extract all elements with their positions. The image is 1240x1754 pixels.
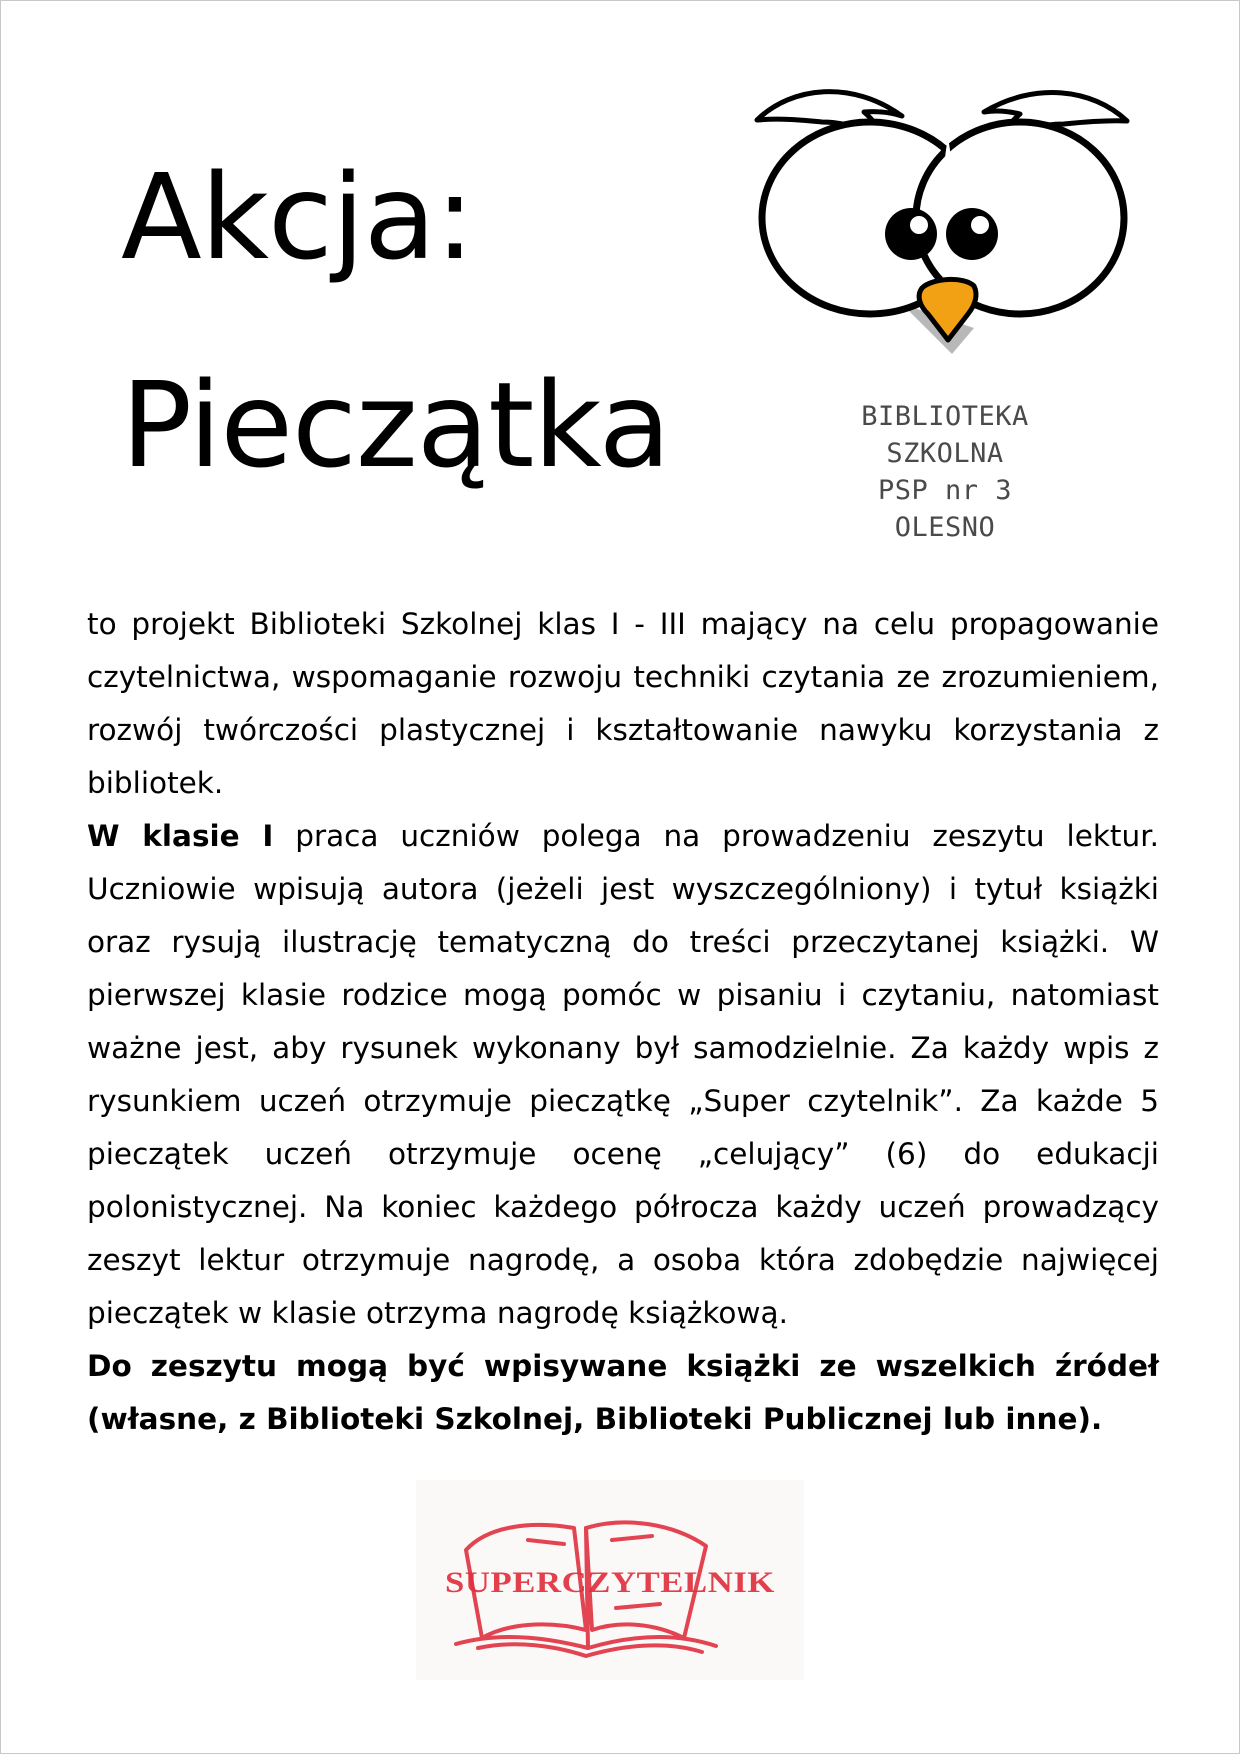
library-caption-line-3: PSP nr 3 xyxy=(877,475,1013,506)
note-text: Do zeszytu mogą być wpisywane książki ze wszelkich źródeł (własne, z Biblioteki Szkolnej, Biblioteki Publicznej lub inne). xyxy=(87,1349,1159,1436)
superczytelnik-stamp xyxy=(416,1480,804,1680)
library-caption-line-1: BIBLIOTEKA xyxy=(861,401,1029,432)
class1-label: W klasie I xyxy=(87,819,274,853)
title-line-2: Pieczątka xyxy=(121,356,670,494)
stamp-text: SUPERCZYTELNIK xyxy=(445,1566,776,1599)
library-caption-line-4: OLESNO xyxy=(894,512,996,543)
library-caption-line-2: SZKOLNA xyxy=(886,438,1004,469)
owl-right-pupil xyxy=(946,208,998,260)
class1-text: praca uczniów polega na prowadzeniu zeszytu lektur. Uczniowie wpisują autora (jeżeli jest wyszczególniony) i tytuł książki oraz rysują ilustrację tematyczną do treści przeczytanej książki. W pierwszej klasie rodzice mogą pomóc w pisaniu i czytaniu, natomiast ważne jest, aby rysunek wykonany był samodzielnie. Za każdy wpis z rysunkiem uczeń otrzymuje pieczątkę „Super czytelnik”. Za każde 5 pieczątek uczeń otrzymuje ocenę „celujący” (6) do edukacji polonistycznej. Na koniec każdego półrocza każdy uczeń prowadzący zeszyt lektur otrzymuje nagrodę, a osoba która zdobędzie najwięcej pieczątek w klasie otrzyma nagrodę książkową. xyxy=(87,819,1159,1330)
library-caption xyxy=(800,398,1090,546)
owl-left-pupil xyxy=(885,208,937,260)
title-line-1: Akcja: xyxy=(121,148,474,286)
note-paragraph xyxy=(87,1340,1159,1446)
owl-icon xyxy=(752,78,1132,378)
class1-paragraph xyxy=(87,810,1159,1340)
intro-paragraph: to projekt Biblioteki Szkolnej klas I - III mający na celu propagowanie czytelnictwa, wspomaganie rozwoju techniki czytania ze zrozumieniem, rozwój twórczości plastycznej i kształtowanie nawyku korzystania z bibliotek. xyxy=(87,607,1159,800)
body-text xyxy=(87,598,1159,1446)
